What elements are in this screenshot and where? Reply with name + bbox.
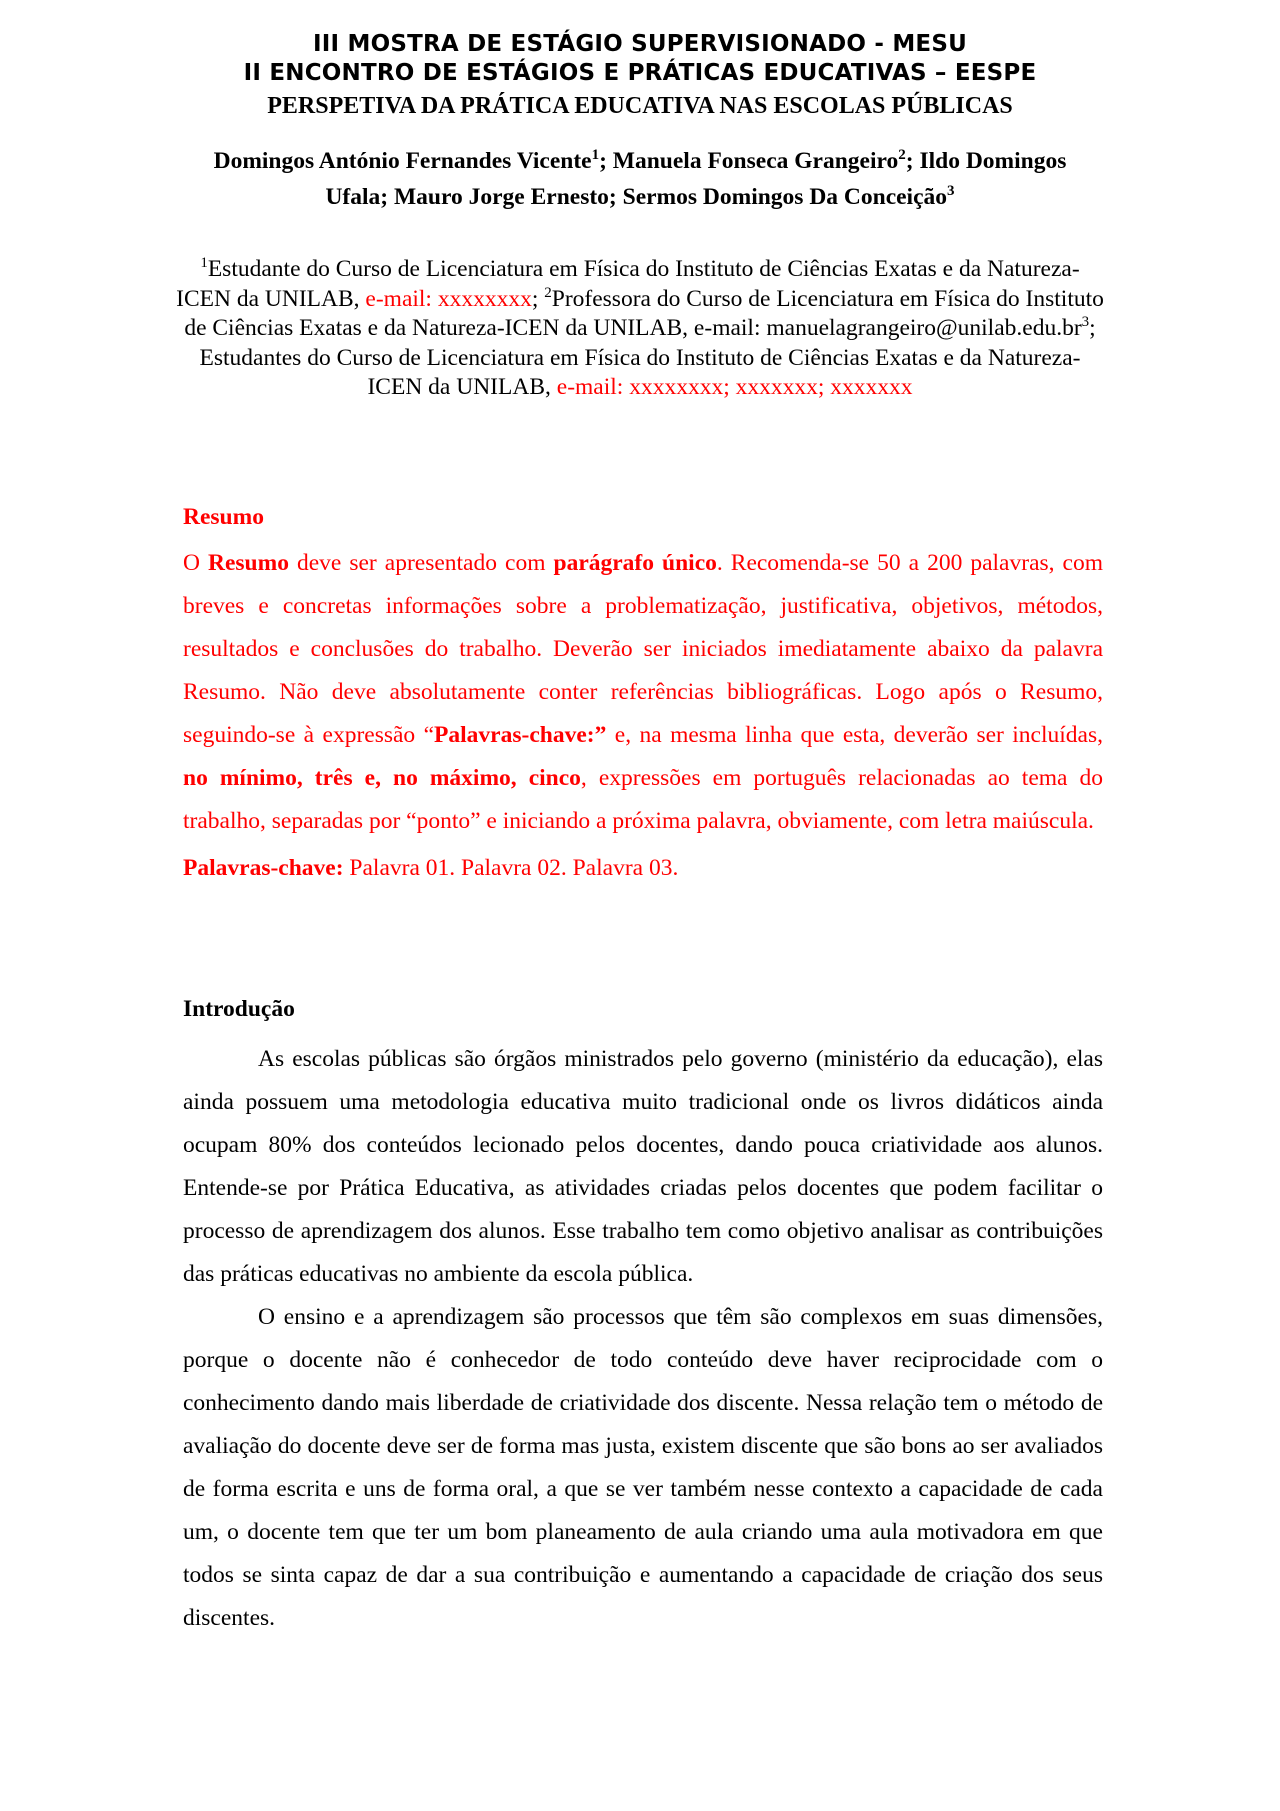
- resumo-text: , expressões em português relacionadas ao tema do trabalho, separadas por “ponto” e iniciando a próxima palavra, obviamente, com letra maiúscula.: [183, 765, 1103, 834]
- resumo-text: . Recomenda-se 50 a 200 palavras, com breves e concretas informações sobre a problematização, justificativa, objetivos, métodos, resultados e conclusões do trabalho. Deverão ser iniciados imediatamente abaixo da palavra Resumo. Não deve absolutamente conter referências bibliográficas. Logo após o Resumo, seguindo-se à expressão “: [183, 550, 1103, 748]
- resumo-section: [183, 502, 1103, 883]
- event-title-line2: II ENCONTRO DE ESTÁGIOS E PRÁTICAS EDUCATIVAS – EESPE: [243, 60, 1037, 86]
- author-2: Manuela Fonseca Grangeiro: [612, 148, 899, 174]
- resumo-text: deve ser apresentado com: [288, 550, 554, 576]
- affil-3-superscript: 3: [1081, 314, 1090, 330]
- affiliations: [175, 255, 1105, 403]
- introducao-heading: Introdução: [183, 996, 295, 1022]
- author-1: Domingos António Fernandes Vicente: [213, 148, 592, 174]
- resumo-paragraph: [183, 542, 1103, 843]
- resumo-bold-limits: no mínimo, três e, no máximo, cinco: [183, 765, 581, 791]
- resumo-heading: Resumo: [183, 504, 264, 530]
- affil-2-text: Professora do Curso de Licenciatura em Física do Instituto de Ciências Exatas e da Natureza-ICEN da UNILAB, e-mail: manuelagrangeiro@unilab.edu.br: [184, 285, 1104, 341]
- keywords-label: Palavras-chave:: [183, 855, 344, 881]
- keywords-values: Palavra 01. Palavra 02. Palavra 03.: [343, 855, 679, 881]
- affil-3-emails: e-mail: xxxxxxxx; xxxxxxx; xxxxxxx: [556, 374, 913, 400]
- resumo-bold-phrase: parágrafo único: [553, 550, 717, 576]
- resumo-text: O: [183, 550, 208, 576]
- affil-2-superscript: 2: [544, 284, 552, 301]
- document-header: [0, 30, 1280, 121]
- paper-title: PERSPETIVA DA PRÁTICA EDUCATIVA NAS ESCOLAS PÚBLICAS: [267, 93, 1013, 119]
- affil-3-text: ; Estudantes do Curso de Licenciatura em Física do Instituto de Ciências Exatas e da Natureza-ICEN da UNILAB,: [199, 315, 1096, 400]
- author-separator: ;: [599, 148, 613, 174]
- other-authors-superscript: 3: [947, 183, 955, 199]
- author-1-superscript: 1: [591, 147, 600, 163]
- resumo-bold-keywords-ref: Palavras-chave:”: [434, 722, 607, 748]
- introducao-paragraph-2: O ensino e a aprendizagem são processos que têm são complexos em suas dimensões, porque o docente não é conhecedor de todo conteúdo deve haver reciprocidade com o conhecimento dando mais liberdade de criatividade dos discente. Nessa relação tem o método de avaliação do docente deve ser de forma mas justa, existem discente que são bons ao ser avaliados de forma escrita e uns de forma oral, a que se ver também nesse contexto a capacidade de cada um, o docente tem que ter um bom planeamento de aula criando uma aula motivadora em que todos se sinta capaz de dar a sua contribuição e aumentando a capacidade de criação dos seus discentes.: [183, 1304, 1103, 1631]
- author-list: [190, 143, 1090, 215]
- keywords-line: [183, 853, 1103, 883]
- affil-1-email: e-mail: xxxxxxxx: [365, 285, 532, 312]
- affil-1-superscript: 1: [200, 255, 208, 271]
- introducao-paragraph-1: As escolas públicas são órgãos ministrados pelo governo (ministério da educação), elas ainda possuem uma metodologia educativa muito tradicional onde os livros didáticos ainda ocupam 80% dos conteúdos lecionado pelos docentes, dando pouca criatividade aos alunos. Entende-se por Prática Educativa, as atividades criadas pelos docentes que podem facilitar o processo de aprendizagem dos alunos. Esse trabalho tem como objetivo analisar as contribuições das práticas educativas no ambiente da escola pública.: [183, 1046, 1103, 1287]
- author-2-superscript: 2: [898, 147, 906, 163]
- introducao-section: [183, 994, 1103, 1640]
- resumo-text: e, na mesma linha que esta, deverão ser incluídas,: [606, 722, 1103, 748]
- affil-separator: ;: [531, 285, 545, 312]
- resumo-bold-word: Resumo: [208, 550, 289, 576]
- affil-1-text: Estudante do Curso de Licenciatura em Física do Instituto de Ciências Exatas e da Natureza-ICEN da UNILAB,: [176, 256, 1080, 312]
- event-title-line1: III MOSTRA DE ESTÁGIO SUPERVISIONADO - MESU: [313, 31, 967, 57]
- other-authors: ; Ildo Domingos Ufala; Mauro Jorge Ernesto; Sermos Domingos Da Conceição: [325, 148, 1067, 210]
